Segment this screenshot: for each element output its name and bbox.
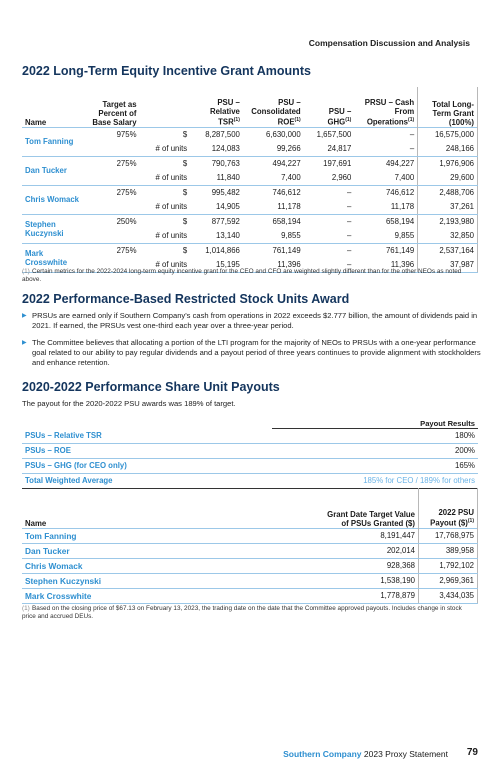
table-row: Mark Crosswhite 275% $ 1,014,866 761,149 – 761,149 2,537,164 <box>22 243 478 258</box>
col-psu-roe: PSU – Consolidated ROE$^{(1)}$ <box>251 97 301 127</box>
table-row: Stephen Kuczynski 1,538,190 2,969,361 <box>22 573 478 588</box>
col-psu-ghg: PSU – GHG$^{(1)}$ <box>327 106 352 127</box>
result-row: PSUs – ROE 200% <box>22 443 478 458</box>
result-row-total: Total Weighted Average 185% for CEO / 189% for others <box>22 473 478 488</box>
table-row: Tom Fanning 8,191,447 17,768,975 <box>22 528 478 543</box>
table-row: Stephen Kuczynski 250% $ 877,592 658,194 – 658,194 2,193,980 <box>22 214 478 229</box>
col-psu-tsr: PSU – Relative TSR$^{(1)}$ <box>209 97 240 127</box>
table-row: # of units 15,195 11,396 – 11,396 37,987 <box>22 258 478 273</box>
col-target-pct: Target as Percent of Base Salary <box>92 99 137 127</box>
payout-footnote: (1) Based on the closing price of $67.13 on February 13, 2023, the trading date on the date that the Committee approved payouts. Includes change in stock price and accrued DEUs. <box>22 605 462 620</box>
payout-results-table <box>22 415 478 489</box>
psu-intro: The payout for the 2020-2022 PSU awards was 189% of target. <box>22 399 236 408</box>
col-psu-payout: 2022 PSU Payout ($)$^{(1)}$ <box>419 488 478 528</box>
col-total: Total Long-Term Grant (100%) <box>418 87 478 127</box>
table-row: Dan Tucker 275% $ 790,763 494,227 197,691 494,227 1,976,906 <box>22 156 478 171</box>
payout-results-header: Payout Results <box>272 415 478 428</box>
result-row: PSUs – Relative TSR 180% <box>22 428 478 443</box>
col-target-value: Grant Date Target Value of PSUs Granted ($) <box>327 509 415 528</box>
table-row: Tom Fanning 975% $ 8,287,500 6,630,000 1,657,500 – 16,575,000 <box>22 127 478 142</box>
table-row: # of units 124,083 99,266 24,817 – 248,166 <box>22 142 478 157</box>
section-title-lti: 2022 Long-Term Equity Incentive Grant Amounts <box>22 64 311 78</box>
lti-footnote: (1) Certain metrics for the 2022-2024 long-term equity incentive grant for the CEO and CFO are weighted slightly different than for the other NEOs as noted above. <box>22 268 462 283</box>
table-row: # of units 11,840 7,400 2,960 7,400 29,600 <box>22 171 478 186</box>
table-row: Chris Womack 928,368 1,792,102 <box>22 558 478 573</box>
running-header: Compensation Discussion and Analysis <box>308 38 470 48</box>
psu-payout-table <box>22 488 478 604</box>
col-name: Name <box>25 518 47 528</box>
page-number: 79 <box>466 747 478 758</box>
page-footer: Southern Company 2023 Proxy Statement <box>283 749 448 759</box>
prsu-bullet-2: ▶ The Committee believes that allocating a portion of the LTI program for the majority of NEOs to PRSUs with a one-year performance goal related to our ability to pay regular dividends and a payout period of three years continues to provide alignment with stockholders and enhance retention. <box>22 338 481 367</box>
col-name: Name <box>25 117 47 127</box>
table-row: Dan Tucker 202,014 389,958 <box>22 543 478 558</box>
col-prsu-cfo: PRSU – Cash From Operations$^{(1)}$ <box>364 97 415 127</box>
table-row: # of units 14,905 11,178 – 11,178 37,261 <box>22 200 478 215</box>
col-unit <box>140 87 191 127</box>
result-row: PSUs – GHG (for CEO only) 165% <box>22 458 478 473</box>
prsu-bullet-1: ▶ PRSUs are earned only if Southern Company's cash from operations in 2022 exceeds $2.777 billion, the amount of dividends paid in 2021. If earned, the PRSUs vest one-third each year over a three-year period. <box>22 311 478 330</box>
table-header-row <box>22 87 478 127</box>
bullet-arrow-icon: ▶ <box>22 313 27 319</box>
lti-grant-table <box>22 87 478 273</box>
bullet-arrow-icon: ▶ <box>22 340 27 346</box>
table-row: # of units 13,140 9,855 – 9,855 32,850 <box>22 229 478 244</box>
table-row: Mark Crosswhite 1,778,879 3,434,035 <box>22 588 478 603</box>
table-row: Chris Womack 275% $ 995,482 746,612 – 746,612 2,488,706 <box>22 185 478 200</box>
section-title-psu-payouts: 2020-2022 Performance Share Unit Payouts <box>22 380 280 394</box>
section-title-prsu: 2022 Performance-Based Restricted Stock Units Award <box>22 292 350 306</box>
